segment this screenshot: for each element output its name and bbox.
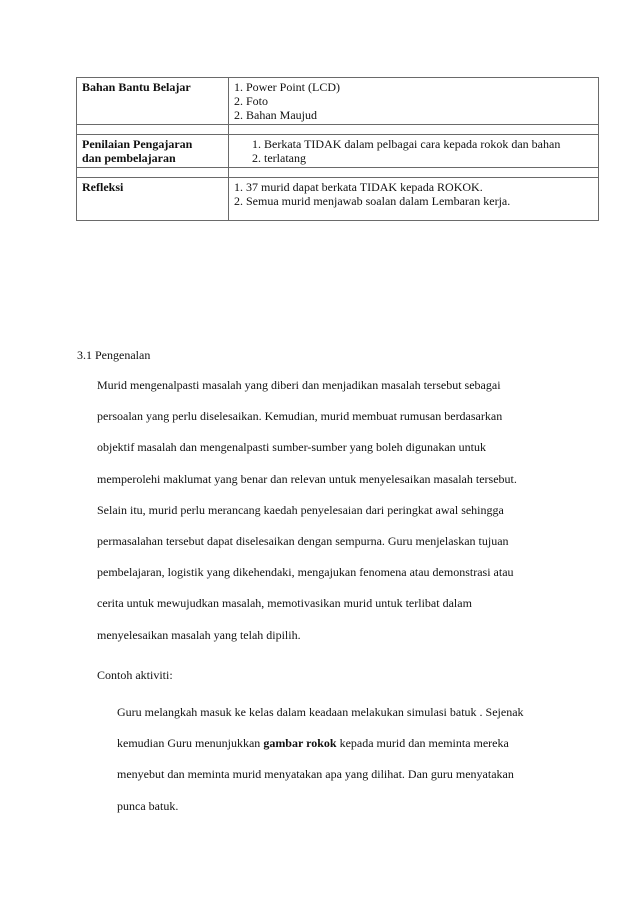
row-label: Refleksi (77, 178, 229, 221)
bold-text: gambar rokok (263, 736, 337, 751)
paragraph-line: menyelesaikan masalah yang telah dipilih. (97, 627, 301, 642)
table-row (77, 135, 599, 168)
table-spacer-row (77, 125, 599, 135)
text-span: kemudian Guru menunjukkan (117, 736, 264, 751)
example-paragraph (117, 697, 587, 822)
paragraph-line: Selain itu, murid perlu merancang kaedah penyelesaian dari peringkat awal sehingga (97, 502, 504, 517)
example-label: Contoh aktiviti: (97, 668, 173, 682)
list-item: 2. Bahan Maujud (234, 108, 317, 122)
item-list (234, 180, 593, 208)
paragraph-line: cerita untuk mewujudkan masalah, memotivasikan murid untuk terlibat dalam (97, 596, 472, 611)
section-heading: 3.1 Pengenalan (77, 348, 151, 362)
item-list (234, 137, 593, 165)
row-content (229, 178, 599, 221)
paragraph-line: memperolehi maklumat yang benar dan relevan untuk menyelesaikan masalah tersebut. (97, 471, 517, 486)
table-spacer-row (77, 168, 599, 178)
row-content (229, 135, 599, 168)
row-label-line: Penilaian Pengajaran (82, 137, 193, 151)
intro-paragraph (97, 370, 587, 651)
row-content (229, 78, 599, 125)
list-item: 2. terlatang (252, 151, 306, 165)
paragraph-line: punca batuk. (117, 798, 179, 813)
paragraph-line: permasalahan tersebut dapat diselesaikan dengan sempurna. Guru menjelaskan tujuan (97, 534, 509, 549)
table-row (77, 78, 599, 125)
list-item: 1. 37 murid dapat berkata TIDAK kepada ROKOK. (234, 180, 483, 194)
paragraph-line: objektif masalah dan mengenalpasti sumber-sumber yang boleh digunakan untuk (97, 440, 486, 455)
list-item: 1. Power Point (LCD) (234, 80, 340, 94)
table-row (77, 178, 599, 221)
paragraph-line: persoalan yang perlu diselesaikan. Kemudian, murid membuat rumusan berdasarkan (97, 409, 503, 424)
paragraph-line: Murid mengenalpasti masalah yang diberi dan menjadikan masalah tersebut sebagai (97, 378, 501, 392)
lesson-info-table (76, 77, 599, 221)
item-list (234, 80, 593, 122)
row-label (77, 135, 229, 168)
paragraph-line (117, 728, 587, 759)
list-item: 2. Semua murid menjawab soalan dalam Lembaran kerja. (234, 194, 511, 208)
paragraph-line: pembelajaran, logistik yang dikehendaki, mengajukan fenomena atau demonstrasi atau (97, 565, 514, 580)
list-item: 2. Foto (234, 94, 269, 108)
list-item: 1. Berkata TIDAK dalam pelbagai cara kepada rokok dan bahan (252, 137, 561, 151)
text-span: kepada murid dan meminta mereka (336, 736, 509, 751)
paragraph-line: menyebut dan meminta murid menyatakan apa yang dilihat. Dan guru menyatakan (117, 767, 514, 782)
row-label: Bahan Bantu Belajar (77, 78, 229, 125)
row-label-line: dan pembelajaran (82, 151, 176, 165)
paragraph-line: Guru melangkah masuk ke kelas dalam keadaan melakukan simulasi batuk . Sejenak (117, 705, 524, 719)
